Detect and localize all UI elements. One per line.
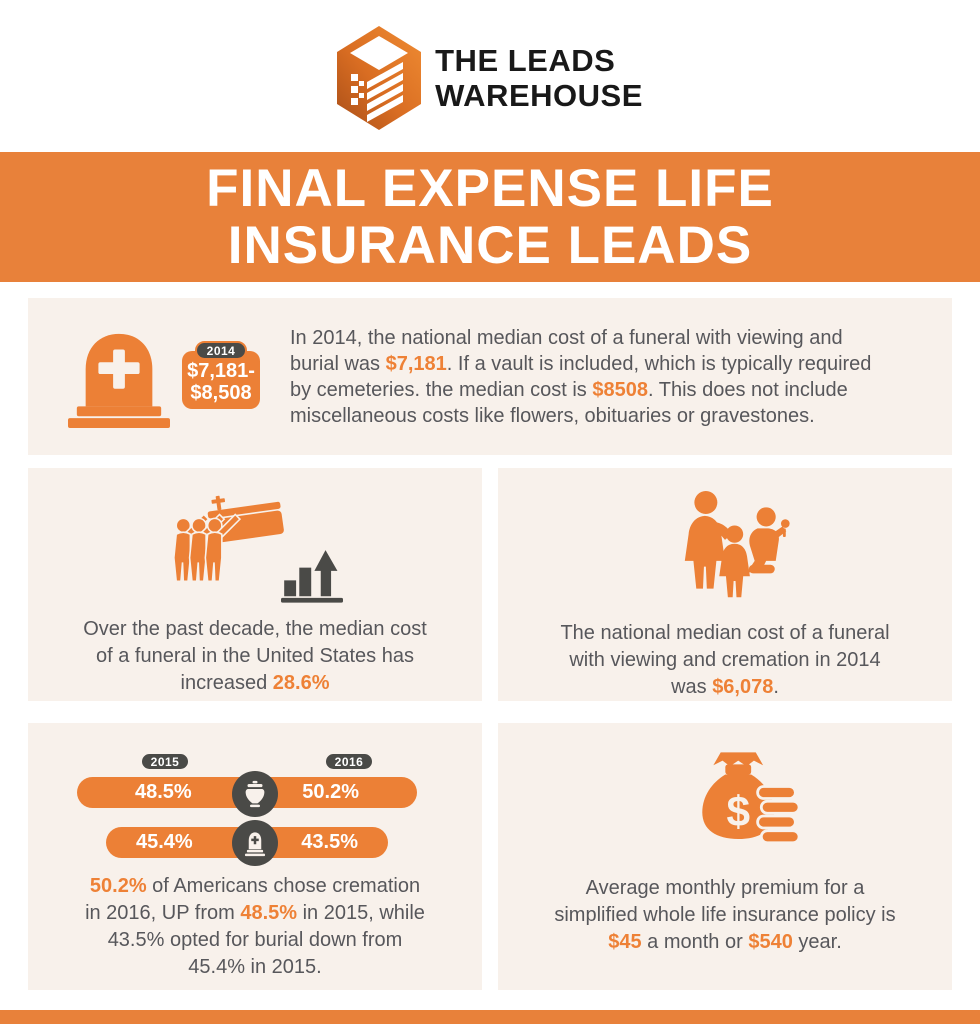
header-logo (0, 22, 980, 134)
year-badge-2016: 2016 (324, 752, 374, 771)
highlight-540: $540 (748, 931, 793, 953)
price-line1: $7,181- (187, 360, 255, 382)
title-banner (0, 152, 980, 282)
highlight-28-6: 28.6% (272, 672, 330, 694)
year-badge-2014: 2014 (195, 341, 247, 360)
text-segment: a month or (641, 931, 749, 953)
logo-text-line1: THE LEADS (435, 43, 616, 78)
leads-warehouse-logo-icon (337, 25, 421, 131)
year-badge-2015: 2015 (140, 752, 190, 771)
card-funeral-cost-2014 (28, 298, 952, 455)
cremation-cost-text (498, 620, 952, 701)
burial-2016-value: 43.5% (301, 831, 358, 853)
banner-title-line2: INSURANCE LEADS (227, 216, 753, 275)
banner-title-line1: FINAL EXPENSE LIFE (206, 159, 774, 218)
text-segment: . If a vault is included, which is typically required (446, 353, 872, 375)
text-segment: Over the past decade, the median cost (83, 618, 427, 640)
text-segment: . (773, 676, 779, 698)
mourning-family-icon (658, 488, 792, 608)
text-segment: by cemeteries. the median cost is (290, 379, 593, 401)
urn-icon (240, 777, 270, 811)
card-decade-increase (28, 468, 482, 701)
highlight-50-2: 50.2% (89, 875, 147, 897)
funeral-cost-text (290, 325, 950, 429)
text-segment: . This does not include (647, 379, 848, 401)
text-segment: year. (792, 931, 842, 953)
increase-chart-icon (281, 544, 343, 604)
card-average-premium (498, 723, 952, 990)
text-segment: with viewing and cremation in 2014 (569, 649, 881, 671)
cremation-2016-value: 50.2% (302, 781, 359, 803)
card-cremation-cost (498, 468, 952, 701)
text-segment: in 2015, while (297, 902, 425, 924)
text-segment: Average monthly premium for a (585, 877, 865, 899)
card-cremation-vs-burial (28, 723, 482, 990)
text-segment: simplified whole life insurance policy is (554, 904, 896, 926)
text-segment: In 2014, the national median cost of a funeral with viewing and (290, 327, 843, 349)
text-segment: The national median cost of a funeral (560, 622, 890, 644)
text-segment: miscellaneous costs like flowers, obituaries or gravestones. (290, 405, 815, 427)
cremation-stats-text (28, 873, 482, 981)
price-line2: $8,508 (190, 382, 252, 404)
pallbearers-casket-icon (166, 490, 284, 594)
text-segment: was (671, 676, 713, 698)
highlight-6078: $6,078 (712, 676, 774, 698)
tombstone-icon (68, 324, 170, 428)
text-segment: of a funeral in the United States has (96, 645, 414, 667)
text-segment: 43.5% opted for burial down from (107, 929, 403, 951)
logo-title (435, 43, 643, 113)
urn-medallion (232, 771, 278, 817)
text-segment: in 2016, UP from (85, 902, 241, 924)
highlight-45: $45 (608, 931, 642, 953)
burial-2015-value: 45.4% (136, 831, 193, 853)
highlight-48-5: 48.5% (240, 902, 298, 924)
footer-bar (0, 1010, 980, 1024)
cremation-2015-value: 48.5% (135, 781, 192, 803)
decade-increase-text (28, 616, 482, 697)
premium-text (498, 875, 952, 956)
text-segment: burial was (290, 353, 386, 375)
text-segment: of Americans chose cremation (146, 875, 421, 897)
text-segment: increased (180, 672, 273, 694)
logo-text-line2: WAREHOUSE (435, 78, 643, 113)
money-bag-icon (682, 749, 800, 859)
small-tombstone-icon (240, 826, 270, 860)
svg-text:$: $ (726, 788, 751, 836)
highlight-7181: $7,181 (385, 353, 447, 375)
highlight-8508: $8508 (592, 379, 648, 401)
tombstone-medallion (232, 820, 278, 866)
text-segment: 45.4% in 2015. (188, 956, 322, 978)
